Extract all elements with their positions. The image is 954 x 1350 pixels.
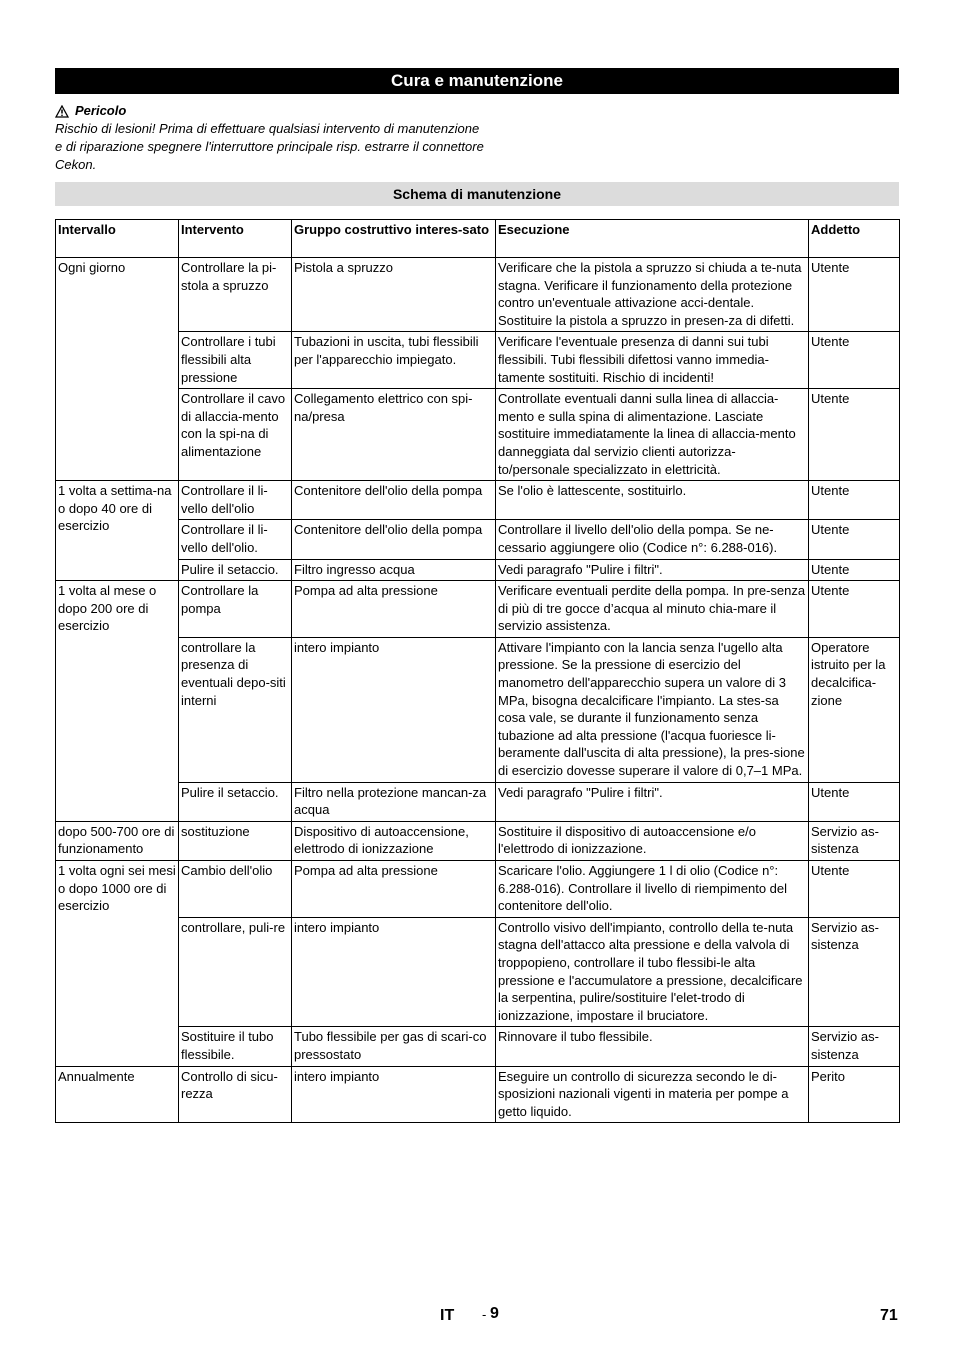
- cell-interval: 1 volta ogni sei mesi o dopo 1000 ore di esercizio: [56, 861, 179, 1067]
- column-header-interval: Intervallo: [56, 220, 179, 258]
- cell-action: Sostituire il tubo flessibile.: [179, 1027, 292, 1066]
- cell-component: Pistola a spruzzo: [292, 258, 496, 332]
- cell-action: Controllare i tubi flessibili alta pressione: [179, 332, 292, 389]
- cell-action: controllare la presenza di eventuali depo-siti interni: [179, 637, 292, 782]
- cell-execution: Sostituire il dispositivo di autoaccensione e/o l'elettrodo di ionizzazione.: [496, 821, 809, 860]
- cell-action: Pulire il setaccio.: [179, 559, 292, 581]
- cell-responsible: Utente: [809, 332, 900, 389]
- warning-triangle-icon: [55, 105, 69, 118]
- cell-component: Tubo flessibile per gas di scari-co pressostato: [292, 1027, 496, 1066]
- cell-interval: 1 volta al mese o dopo 200 ore di esercizio: [56, 581, 179, 822]
- cell-execution: Se l'olio è lattescente, sostituirlo.: [496, 481, 809, 520]
- danger-notice: [55, 102, 485, 174]
- cell-responsible: Utente: [809, 520, 900, 559]
- table-header-row: [56, 220, 900, 258]
- table-row: [56, 559, 900, 581]
- cell-responsible: Utente: [809, 861, 900, 918]
- cell-component: intero impianto: [292, 917, 496, 1027]
- cell-responsible: Operatore istruito per la decalcifica-zione: [809, 637, 900, 782]
- cell-action: Controllare il cavo di allaccia-mento con la spi-na di alimentazione: [179, 389, 292, 481]
- section-title: Schema di manutenzione: [55, 182, 899, 206]
- danger-label: Pericolo: [75, 103, 127, 118]
- cell-execution: Rinnovare il tubo flessibile.: [496, 1027, 809, 1066]
- cell-execution: Scaricare l'olio. Aggiungere 1 l di olio (Codice n°: 6.288-016). Controllare il livello di riempimento del contenitore dell'olio.: [496, 861, 809, 918]
- cell-responsible: Servizio as-sistenza: [809, 917, 900, 1027]
- cell-component: Dispositivo di autoaccensione, elettrodo di ionizzazione: [292, 821, 496, 860]
- table-row: [56, 1066, 900, 1123]
- cell-execution: Controllo visivo dell'impianto, controllo della te-nuta stagna dell'attacco alta pressione e della valvola di troppopieno, controllare il tubo flessibi-le alta pressione e l'accumulatore a pressione, decalcificare la serpentina, pulire/sostituire l'elet-trodo di ionizzazione, impostare il bruciatore.: [496, 917, 809, 1027]
- cell-interval: Ogni giorno: [56, 258, 179, 481]
- table-row: [56, 389, 900, 481]
- cell-action: Pulire il setaccio.: [179, 782, 292, 821]
- cell-responsible: Utente: [809, 389, 900, 481]
- cell-component: Filtro ingresso acqua: [292, 559, 496, 581]
- column-header-responsible: Addetto: [809, 220, 900, 258]
- footer-section-page: 9: [490, 1305, 499, 1322]
- cell-component: Pompa ad alta pressione: [292, 581, 496, 638]
- cell-action: Controllare il li-vello dell'olio.: [179, 520, 292, 559]
- danger-text: Rischio di lesioni! Prima di effettuare qualsiasi intervento di manutenzione e di riparazione spegnere l'interruttore principale risp. estrarre il connettore Cekon.: [55, 121, 484, 172]
- column-header-component: Gruppo costruttivo interes-sato: [292, 220, 496, 258]
- cell-action: Cambio dell'olio: [179, 861, 292, 918]
- cell-execution: Verificare eventuali perdite della pompa. In pre-senza di più di tre gocce d’acqua al minuto chia-mare il servizio assistenza.: [496, 581, 809, 638]
- cell-action: sostituzione: [179, 821, 292, 860]
- column-header-execution: Esecuzione: [496, 220, 809, 258]
- cell-component: intero impianto: [292, 637, 496, 782]
- table-row: [56, 1027, 900, 1066]
- table-row: [56, 782, 900, 821]
- table-row: [56, 332, 900, 389]
- cell-responsible: Perito: [809, 1066, 900, 1123]
- cell-responsible: Utente: [809, 481, 900, 520]
- cell-component: Tubazioni in uscita, tubi flessibili per l'apparecchio impiegato.: [292, 332, 496, 389]
- cell-execution: Vedi paragrafo "Pulire i filtri".: [496, 782, 809, 821]
- cell-execution: Controllate eventuali danni sulla linea di allaccia-mento e sulla spina di alimentazione. Lasciate sostituire immediatamente la linea di allaccia-mento danneggiata dal servizio clienti autorizza-to/personale specializzato in elettricità.: [496, 389, 809, 481]
- cell-execution: Verificare l'eventuale presenza di danni sui tubi flessibili. Tubi flessibili difettosi vanno immedia-tamente sostituiti. Rischio di incidenti!: [496, 332, 809, 389]
- table-row: [56, 861, 900, 918]
- cell-interval: dopo 500-700 ore di funzionamento: [56, 821, 179, 860]
- cell-component: Collegamento elettrico con spi-na/presa: [292, 389, 496, 481]
- maintenance-table: [55, 219, 900, 1123]
- table-row: [56, 917, 900, 1027]
- cell-interval: Annualmente: [56, 1066, 179, 1123]
- cell-responsible: Utente: [809, 782, 900, 821]
- cell-responsible: Utente: [809, 258, 900, 332]
- page-title: Cura e manutenzione: [55, 68, 899, 94]
- cell-responsible: Servizio as-sistenza: [809, 1027, 900, 1066]
- table-row: [56, 520, 900, 559]
- cell-component: Contenitore dell'olio della pompa: [292, 481, 496, 520]
- cell-component: Contenitore dell'olio della pompa: [292, 520, 496, 559]
- cell-responsible: Utente: [809, 581, 900, 638]
- cell-action: Controllare la pi-stola a spruzzo: [179, 258, 292, 332]
- cell-execution: Eseguire un controllo di sicurezza secondo le di-sposizioni nazionali vigenti in materia per pompe a getto liquido.: [496, 1066, 809, 1123]
- cell-execution: Attivare l'impianto con la lancia senza l'ugello alta pressione. Se la pressione di esercizio del manometro dell'apparecchio supera un valore di 3 MPa, bisogna decalcificare l'impianto. La stes-sa cosa vale, se durante il funzionamento senza tubazione ad alta pressione (l'acqua fuoriesce li-beramente dall'uscita di alta pressione), la pres-sione di esercizio dovesse superare il valore di 0,7–1 MPa.: [496, 637, 809, 782]
- column-header-action: Intervento: [179, 220, 292, 258]
- footer-language: IT: [440, 1307, 455, 1324]
- cell-execution: Verificare che la pistola a spruzzo si chiuda a te-nuta stagna. Verificare il funzionamento della protezione contro un'eventuale attivazione acci-dentale. Sostituire la pistola a spruzzo in presen-za di difetti.: [496, 258, 809, 332]
- table-row: [56, 821, 900, 860]
- table-body: [56, 258, 900, 1123]
- footer-page-number: 71: [880, 1307, 898, 1324]
- cell-action: Controllare il li-vello dell'olio: [179, 481, 292, 520]
- table-row: [56, 637, 900, 782]
- footer-dash: -: [482, 1307, 487, 1322]
- cell-component: Filtro nella protezione mancan-za acqua: [292, 782, 496, 821]
- cell-action: controllare, puli-re: [179, 917, 292, 1027]
- cell-responsible: Servizio as-sistenza: [809, 821, 900, 860]
- table-row: [56, 481, 900, 520]
- cell-interval: 1 volta a settima-na o dopo 40 ore di esercizio: [56, 481, 179, 581]
- cell-component: Pompa ad alta pressione: [292, 861, 496, 918]
- cell-responsible: Utente: [809, 559, 900, 581]
- table-row: [56, 581, 900, 638]
- cell-action: Controllo di sicu-rezza: [179, 1066, 292, 1123]
- danger-heading: [55, 102, 485, 120]
- cell-component: intero impianto: [292, 1066, 496, 1123]
- cell-action: Controllare la pompa: [179, 581, 292, 638]
- cell-execution: Vedi paragrafo "Pulire i filtri".: [496, 559, 809, 581]
- table-row: [56, 258, 900, 332]
- cell-execution: Controllare il livello dell'olio della pompa. Se ne-cessario aggiungere olio (Codice n°: 6.288-016).: [496, 520, 809, 559]
